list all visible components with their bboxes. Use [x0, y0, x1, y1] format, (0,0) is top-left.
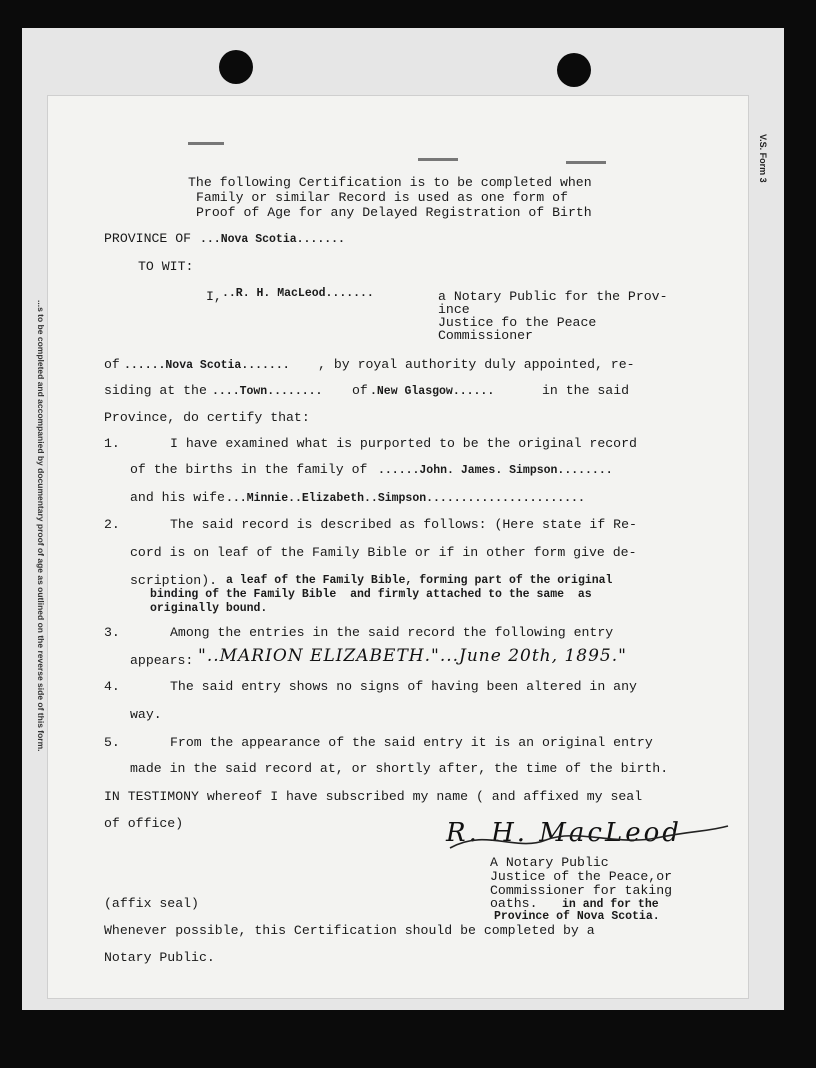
notary-alt-justice: Justice fo the Peace — [438, 315, 597, 330]
of-prefix: of — [104, 357, 120, 372]
item-1-line: and his wife — [130, 490, 225, 505]
item-2-line: The said record is described as follows: (Here state if Re- — [170, 517, 637, 532]
item-1-line: I have examined what is purported to be the original record — [170, 436, 637, 451]
residing-of: of — [352, 383, 368, 398]
footer-note: Whenever possible, this Certification should be completed by a — [104, 923, 595, 938]
testimony-line: of office) — [104, 816, 184, 831]
tick-mark — [418, 158, 458, 161]
tick-mark — [566, 161, 606, 164]
record-description: originally bound. — [150, 602, 268, 615]
punch-hole-left — [219, 50, 253, 84]
item-number: 5. — [104, 735, 120, 750]
signature-stroke — [446, 822, 736, 856]
signer-title: A Notary Public — [490, 855, 609, 870]
record-description: binding of the Family Bible and firmly attached to the same as — [150, 588, 592, 601]
residing-town: ....Town........ — [212, 385, 323, 398]
item-number: 1. — [104, 436, 120, 451]
item-3-line: Among the entries in the said record the following entry — [170, 625, 614, 640]
item-number: 4. — [104, 679, 120, 694]
signer-province: Province of Nova Scotia. — [494, 910, 660, 923]
notary-alt-commissioner: Commissioner — [438, 328, 533, 343]
signer-title: oaths. — [490, 896, 538, 911]
item-5-line: made in the said record at, or shortly after, the time of the birth. — [130, 761, 669, 776]
item-4-line: way. — [130, 707, 162, 722]
notary-title-cont: ince — [438, 302, 470, 317]
family-name: ......John. James. Simpson........ — [378, 464, 613, 477]
of-suffix: , by royal authority duly appointed, re- — [318, 357, 635, 372]
item-number: 2. — [104, 517, 120, 532]
item-4-line: The said entry shows no signs of having been altered in any — [170, 679, 637, 694]
notary-prefix: I, — [206, 289, 222, 304]
item-2-line: scription). — [130, 573, 218, 588]
header-line: Proof of Age for any Delayed Registration of Birth — [196, 205, 592, 220]
notary-name: ..R. H. MacLeod....... — [222, 287, 374, 300]
header-line: The following Certification is to be completed when — [188, 175, 592, 190]
side-note: ...s to be completed and accompanied by documentary proof of age as outlined on the reverse side of this form. — [36, 300, 46, 752]
footer-note: Notary Public. — [104, 950, 215, 965]
residing-suffix: in the said — [542, 383, 630, 398]
record-description: a leaf of the Family Bible, forming part of the original — [226, 574, 613, 587]
punch-hole-right — [557, 53, 591, 87]
wife-name: ...Minnie..Elizabeth..Simpson....................... — [226, 492, 585, 505]
item-1-line: of the births in the family of — [130, 462, 368, 477]
item-number: 3. — [104, 625, 120, 640]
signer-title: Justice of the Peace,or — [490, 869, 673, 884]
province-label: PROVINCE OF — [104, 231, 199, 246]
of-place: ......Nova Scotia....... — [124, 359, 290, 372]
province-value: ...Nova Scotia....... — [200, 233, 345, 246]
affix-seal-label: (affix seal) — [104, 896, 199, 911]
to-wit-label: TO WIT: — [138, 259, 194, 274]
testimony-line: IN TESTIMONY whereof I have subscribed my name ( and affixed my seal — [104, 789, 643, 804]
residing-prefix: siding at the — [104, 383, 207, 398]
item-2-line: cord is on leaf of the Family Bible or if in other form give de- — [130, 545, 637, 560]
notary-title: a Notary Public for the Prov- — [438, 289, 668, 304]
form-id: V.S. Form 3 — [758, 134, 768, 183]
residing-town-name: .New Glasgow...... — [370, 385, 495, 398]
item-3-line: appears: — [130, 653, 194, 668]
province-certify: Province, do certify that: — [104, 410, 310, 425]
signer-province: in and for the — [562, 898, 659, 911]
signer-title: Commissioner for taking — [490, 883, 673, 898]
handwritten-entry: "..MARION ELIZABETH."...June 20th, 1895." — [198, 646, 627, 666]
item-5-line: From the appearance of the said entry it is an original entry — [170, 735, 653, 750]
tick-mark — [188, 142, 224, 145]
header-line: Family or similar Record is used as one form of — [196, 190, 568, 205]
signature: R. H. MacLeod — [446, 818, 682, 848]
